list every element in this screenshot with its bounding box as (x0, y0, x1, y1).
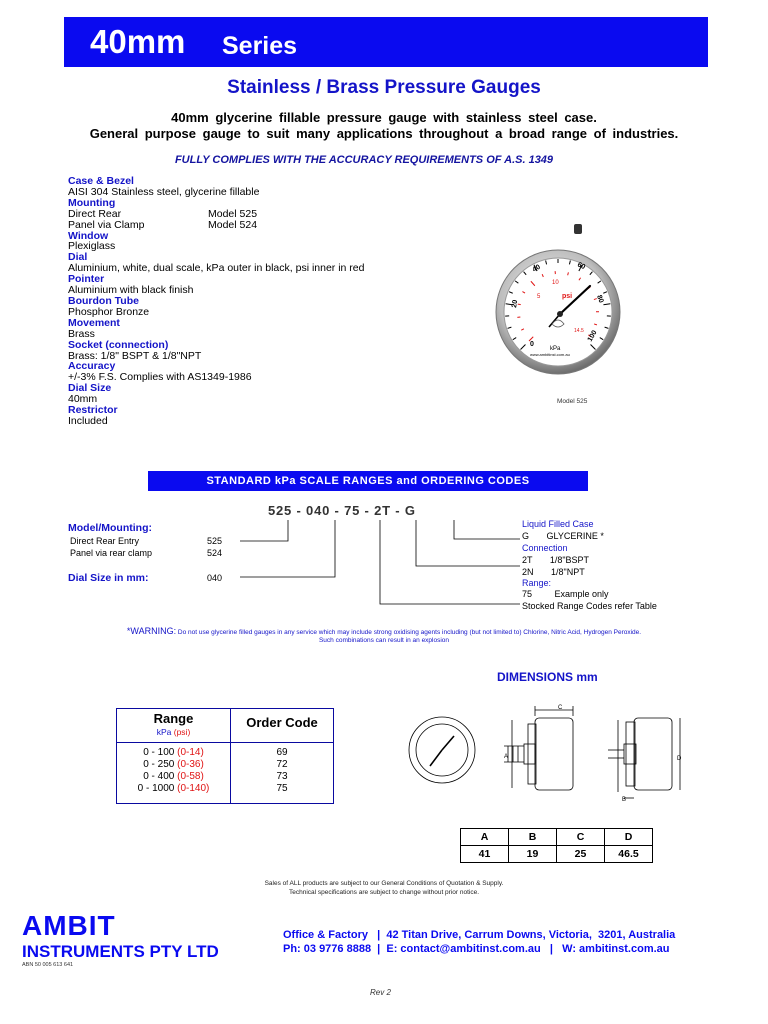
gauge-psi-5: 5 (537, 294, 541, 300)
table-row (117, 747, 230, 759)
gauge-photo (494, 224, 628, 402)
spec-heading-dial: Dial (68, 251, 88, 264)
dim-label-c: C (558, 705, 563, 711)
company-name: INSTRUMENTS PTY LTD (22, 942, 219, 961)
gauge-kpa-unit: kPa (550, 346, 561, 352)
model-mounting-heading: Model/Mounting: (68, 522, 152, 534)
order-code-example: 525 - 040 - 75 - 2T - G (268, 503, 416, 518)
intro-line-2: General purpose gauge to suit many applications throughout a broad range of industries. (89, 126, 679, 141)
dimensions-table (460, 828, 653, 863)
gauge-psi-14-5: 14.5 (574, 328, 584, 334)
dim-header: D (605, 829, 653, 846)
range-psi: (0-14) (177, 747, 204, 758)
dim-header: A (461, 829, 509, 846)
dim-label-a: A (504, 754, 509, 760)
gauge-model-caption: Model 525 (557, 398, 588, 405)
spec-list (68, 176, 364, 427)
range-example: 75 Example only (522, 589, 609, 599)
spec-heading-socket: Socket (connection) (68, 338, 169, 351)
dim-header: B (509, 829, 557, 846)
page-subtitle: Stainless / Brass Pressure Gauges (227, 77, 541, 98)
range-table (116, 708, 334, 804)
spec-heading-window: Window (68, 229, 109, 242)
range-psi: (0-140) (177, 783, 210, 794)
series-word: Series (222, 32, 298, 60)
spec-heading-dial-size: Dial Size (68, 382, 112, 395)
connector-connection (416, 520, 520, 566)
range-kpa: 0 - 100 (143, 747, 175, 758)
dim-value: 41 (461, 846, 509, 863)
range-heading: Range: (522, 578, 552, 588)
dial-size-heading: Dial Size in mm: (68, 572, 149, 584)
spec-value-case: AISI 304 Stainless steel, glycerine fillable (68, 185, 260, 198)
gauge-label-80: 80 (595, 294, 605, 305)
mounting-code-rear: 525 (207, 536, 223, 546)
spec-value-bourdon: Phosphor Bronze (68, 305, 150, 318)
warning-line-1 (0, 626, 768, 636)
ordering-codes-bar: STANDARD kPa SCALE RANGES and ORDERING CODES (148, 471, 588, 491)
spec-value-mounting-type: Panel via Clamp (68, 218, 145, 231)
range-kpa: 0 - 250 (143, 759, 175, 770)
spec-heading-accuracy: Accuracy (68, 360, 116, 373)
range-kpa: 0 - 1000 (137, 783, 175, 794)
dim-label-b: B (622, 797, 627, 803)
liquid-case-option: G GLYCERINE * (522, 531, 604, 541)
liquid-case-heading: Liquid Filled Case (522, 519, 594, 529)
spec-value-dial-size: 40mm (68, 393, 98, 406)
connector-model (240, 520, 288, 541)
range-table-header-rule (117, 742, 333, 743)
range-unit-kpa: kPa (156, 727, 172, 737)
gauge-label-0: 0 (530, 341, 534, 348)
office-address: Office & Factory | 42 Titan Drive, Carrum Downs, Victoria, 3201, Australia (283, 929, 676, 941)
range-stocked-note: Stocked Range Codes refer Table (522, 601, 657, 611)
spec-value-mounting-type: Direct Rear (68, 207, 122, 220)
order-code-cell: 75 (276, 783, 288, 794)
gauge-label-20: 20 (511, 299, 520, 309)
side-view-socket-hex (524, 744, 535, 764)
dial-size-code: 040 (207, 573, 223, 583)
range-table-header-units (117, 727, 230, 737)
company-logo-word: AMBIT (22, 910, 116, 941)
order-code-cell: 73 (276, 771, 288, 782)
range-table-header-order-code: Order Code (246, 715, 318, 730)
dim-value: 25 (557, 846, 605, 863)
terms-line-2: Technical specifications are subject to change without prior notice. (288, 889, 480, 896)
warning-text: Do not use glycerine filled gauges in any service which may include strong oxidising agents including (but not limited to) Chlorine, Nitric Acid, Hydrogen Peroxide. (177, 629, 642, 636)
gauge-pivot (557, 311, 563, 317)
connector-dial-size (240, 520, 335, 577)
spec-value-restrictor: Included (68, 414, 108, 427)
gauge-psi-unit: psi (562, 293, 573, 300)
range-table-header-range: Range (153, 711, 194, 726)
series-size: 40mm (90, 23, 186, 60)
gauge-label-100: 100 (586, 329, 599, 343)
range-unit-psi: (psi) (173, 727, 191, 737)
dim-header: C (557, 829, 605, 846)
warning-line-2: Such combinations can result in an explosion (318, 637, 450, 644)
range-table-codes (231, 747, 333, 795)
connection-option-bspt: 2T 1/8"BSPT (522, 555, 590, 565)
spec-heading-restrictor: Restrictor (68, 404, 118, 417)
spec-value-mounting-model: Model 524 (208, 218, 258, 231)
mounting-option-clamp: Panel via rear clamp (70, 548, 153, 558)
front-view-pointer (430, 750, 442, 766)
mounting-option-rear: Direct Rear Entry (70, 536, 140, 546)
spec-value-pointer: Aluminium with black finish (68, 284, 194, 297)
gauge-label-60: 60 (576, 261, 587, 272)
range-kpa: 0 - 400 (143, 771, 175, 782)
spec-heading-mounting: Mounting (68, 196, 116, 209)
compliance-note: FULLY COMPLIES WITH THE ACCURACY REQUIREMENTS OF A.S. 1349 (174, 154, 554, 166)
dim-value: 46.5 (605, 846, 653, 863)
revision-label: Rev 2 (370, 988, 391, 997)
connection-heading: Connection (522, 543, 568, 553)
company-abn: ABN 50 005 613 641 (22, 962, 74, 968)
dim-value: 19 (509, 846, 557, 863)
dimensions-drawing (398, 700, 698, 810)
connection-option-npt: 2N 1/8"NPT (522, 567, 585, 577)
terms-line-1: Sales of ALL products are subject to our General Conditions of Quotation & Supply. (264, 880, 504, 887)
spec-heading-case: Case & Bezel (68, 175, 134, 187)
spec-heading-bourdon: Bourdon Tube (68, 294, 139, 307)
dim-label-d: D (677, 756, 682, 762)
spec-row-mounting-2 (68, 220, 364, 231)
contact-details: Ph: 03 9776 8888 | E: contact@ambitinst.com.au | W: ambitinst.com.au (283, 943, 670, 955)
order-code-cell: 69 (276, 747, 288, 758)
mounting-code-clamp: 524 (207, 548, 223, 558)
range-psi: (0-58) (177, 771, 204, 782)
intro-line-1: 40mm glycerine fillable pressure gauge with stainless steel case. (171, 110, 597, 125)
gauge-label-40: 40 (531, 263, 542, 274)
clamp-view-case (634, 718, 672, 790)
gauge-fill-plug (574, 224, 582, 234)
spec-heading-movement: Movement (68, 316, 120, 329)
table-row (117, 759, 230, 771)
spec-value-accuracy: +/-3% F.S. Complies with AS1349-1986 (68, 371, 252, 384)
spec-value-movement: Brass (68, 327, 95, 340)
table-row (461, 846, 653, 863)
front-view-pointer-tip (442, 736, 454, 750)
connector-liquid (454, 520, 520, 539)
table-row (117, 783, 230, 795)
warning-lead: *WARNING: (126, 626, 177, 636)
spec-heading-pointer: Pointer (68, 273, 105, 286)
side-view-case (535, 718, 573, 790)
spec-value-dial: Aluminium, white, dual scale, kPa outer in black, psi inner in red (68, 262, 365, 275)
connector-range (380, 520, 520, 604)
spec-value-mounting-model: Model 525 (208, 207, 258, 220)
spec-value-socket: Brass: 1/8" BSPT & 1/8"NPT (68, 349, 202, 362)
table-row (461, 829, 653, 846)
range-table-ranges (117, 747, 230, 795)
dimensions-title: DIMENSIONS mm (497, 670, 598, 684)
gauge-psi-10: 10 (552, 280, 559, 286)
range-psi: (0-36) (177, 759, 204, 770)
gauge-url: www.ambitinst.com.au (530, 352, 570, 357)
spec-value-window: Plexiglass (68, 240, 116, 253)
table-row (117, 771, 230, 783)
order-code-cell: 72 (276, 759, 288, 770)
header-bar (64, 17, 708, 67)
